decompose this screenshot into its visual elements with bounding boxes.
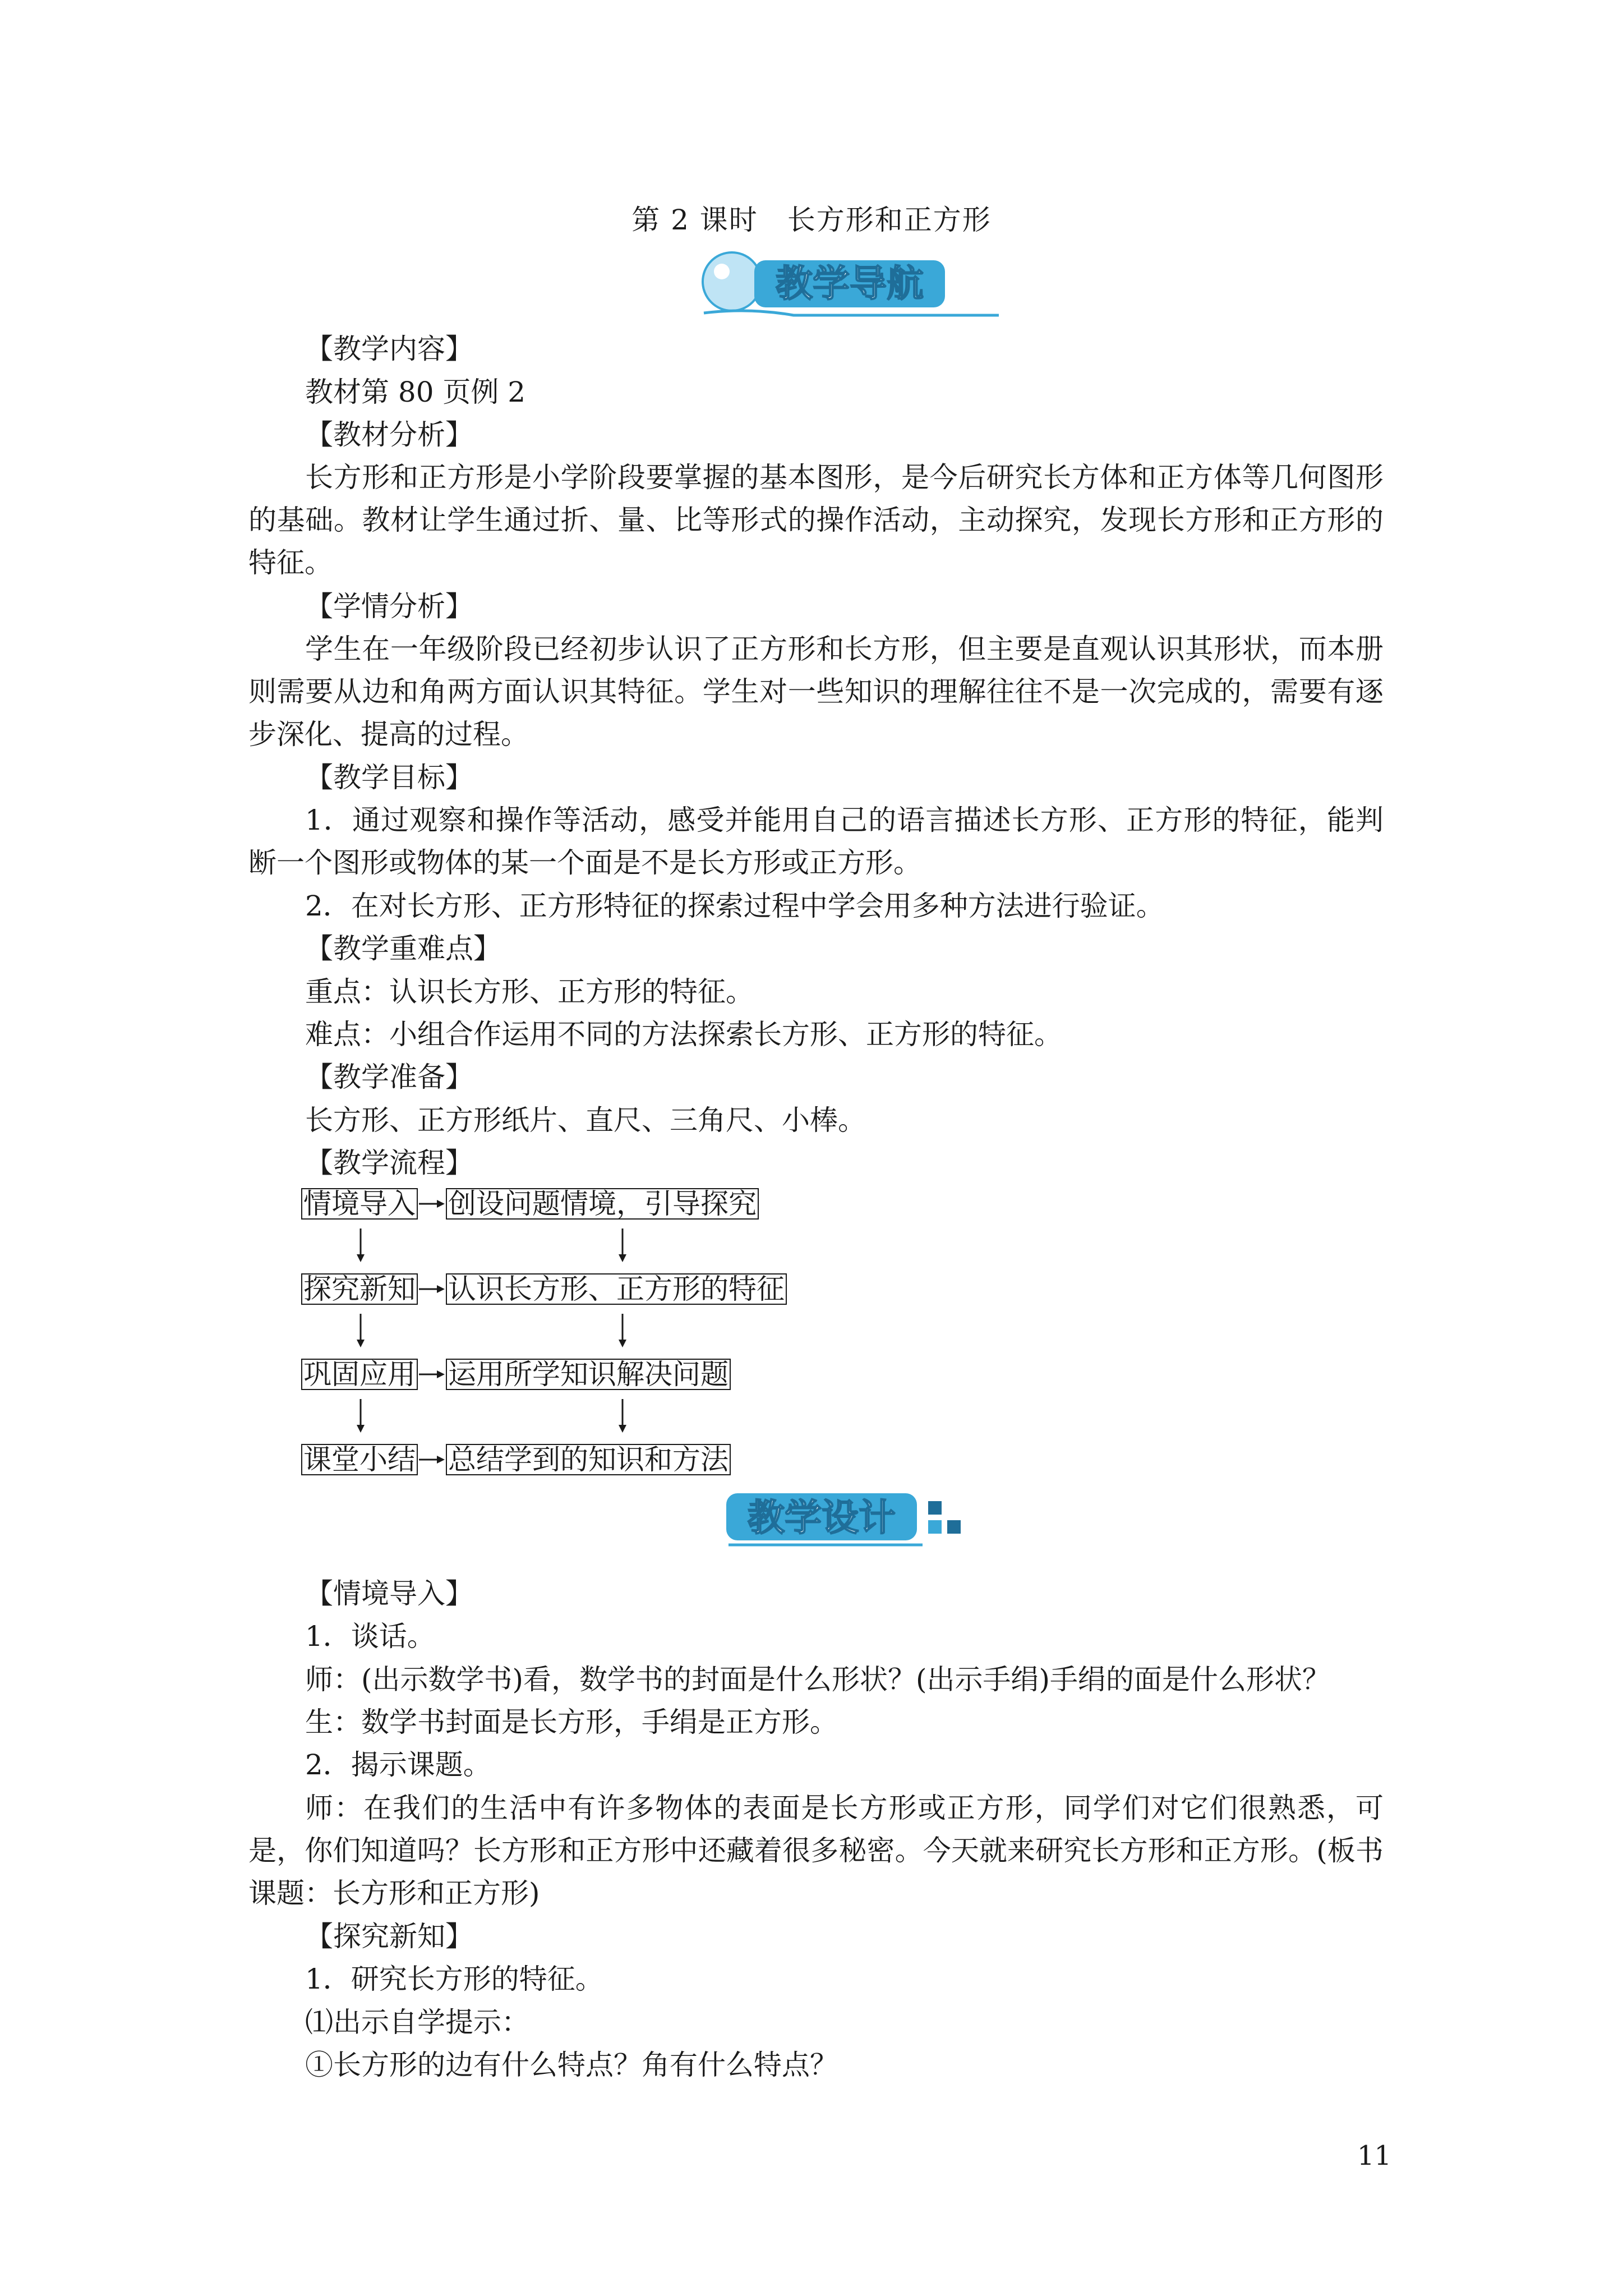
intro-heading: 【情境导入】	[305, 1577, 473, 1610]
lesson-title: 第 2 课时 长方形和正方形	[631, 204, 992, 236]
right-arrow-icon	[418, 1359, 446, 1390]
down-arrow-icon	[355, 1312, 366, 1351]
key-heading: 【教学重难点】	[305, 932, 501, 965]
goal-item-1: 1．通过观察和操作等活动，感受并能用自己的语言描述长方形、正方形的特征，能判断一个图形或物体的某一个面是不是长方形或正方形。	[248, 804, 1384, 879]
flow-stage-4: 课堂小结	[301, 1444, 418, 1475]
content-heading: 【教学内容】	[305, 333, 473, 365]
self-study-prompt: ⑴出示自学提示：	[305, 2006, 529, 2039]
design-banner	[721, 1485, 979, 1553]
right-arrow-icon	[418, 1188, 446, 1220]
material-heading: 【教材分析】	[305, 418, 473, 451]
guide-banner-text: 教学导航	[776, 262, 924, 305]
page-number: 11	[1357, 2140, 1392, 2171]
flow-desc-3: 运用所学知识解决问题	[446, 1359, 731, 1390]
student-heading: 【学情分析】	[305, 590, 473, 623]
student-line-1: 生：数学书封面是长方形，手绢是正方形。	[305, 1706, 838, 1738]
student-paragraph: 学生在一年级阶段已经初步认识了正方形和长方形，但主要是直观认识其形状，而本册则需要从边和角两方面认识其特征。学生对一些知识的理解往往不是一次完成的，需要有逐步深化、提高的过程。	[248, 633, 1384, 751]
flow-stage-1: 情境导入	[301, 1188, 418, 1220]
question-1: ①长方形的边有什么特点？角有什么特点？	[305, 2049, 838, 2081]
design-banner-text: 教学设计	[748, 1496, 896, 1539]
goal-item-2: 2．在对长方形、正方形特征的探索过程中学会用多种方法进行验证。	[305, 890, 1164, 922]
down-arrow-icon	[355, 1397, 366, 1436]
flow-stage-2: 探究新知	[301, 1273, 418, 1305]
teacher-paragraph-2: 师：在我们的生活中有许多物体的表面是长方形或正方形，同学们对它们很熟悉，可是，你们知道吗？长方形和正方形中还藏着很多秘密。今天就来研究长方形和正方形。(板书课题：长方形和正方形)	[248, 1792, 1384, 1910]
right-arrow-icon	[418, 1273, 446, 1305]
down-arrow-icon	[617, 1397, 628, 1436]
reveal-item: 2．揭示课题。	[305, 1749, 491, 1781]
explore-heading: 【探究新知】	[305, 1920, 473, 1953]
flow-desc-2: 认识长方形、正方形的特征	[446, 1273, 787, 1305]
down-arrow-icon	[355, 1226, 366, 1266]
teacher-line-1: 师：(出示数学书)看，数学书的封面是什么形状？(出示手绢)手绢的面是什么形状？	[305, 1663, 1331, 1696]
prep-heading: 【教学准备】	[305, 1061, 473, 1093]
flow-desc-1: 创设问题情境，引导探究	[446, 1188, 759, 1220]
difficult-point: 难点：小组合作运用不同的方法探索长方形、正方形的特征。	[305, 1018, 1062, 1051]
right-arrow-icon	[418, 1444, 446, 1475]
flow-desc-4: 总结学到的知识和方法	[446, 1444, 731, 1475]
flow-stage-3: 巩固应用	[301, 1359, 418, 1390]
goal-heading: 【教学目标】	[305, 761, 473, 794]
prep-text: 长方形、正方形纸片、直尺、三角尺、小棒。	[305, 1104, 866, 1137]
content-text: 教材第 80 页例 2	[305, 376, 526, 408]
down-arrow-icon	[617, 1312, 628, 1351]
flow-heading: 【教学流程】	[305, 1147, 473, 1179]
material-paragraph: 长方形和正方形是小学阶段要掌握的基本图形，是今后研究长方体和正方体等几何图形的基础。教材让学生通过折、量、比等形式的操作活动，主动探究，发现长方形和正方形的特征。	[248, 461, 1384, 579]
guide-banner	[681, 247, 1007, 325]
talk-item: 1．谈话。	[305, 1620, 435, 1653]
key-point: 重点：认识长方形、正方形的特征。	[305, 976, 754, 1008]
down-arrow-icon	[617, 1226, 628, 1266]
study-rect-item: 1．研究长方形的特征。	[305, 1963, 603, 1995]
